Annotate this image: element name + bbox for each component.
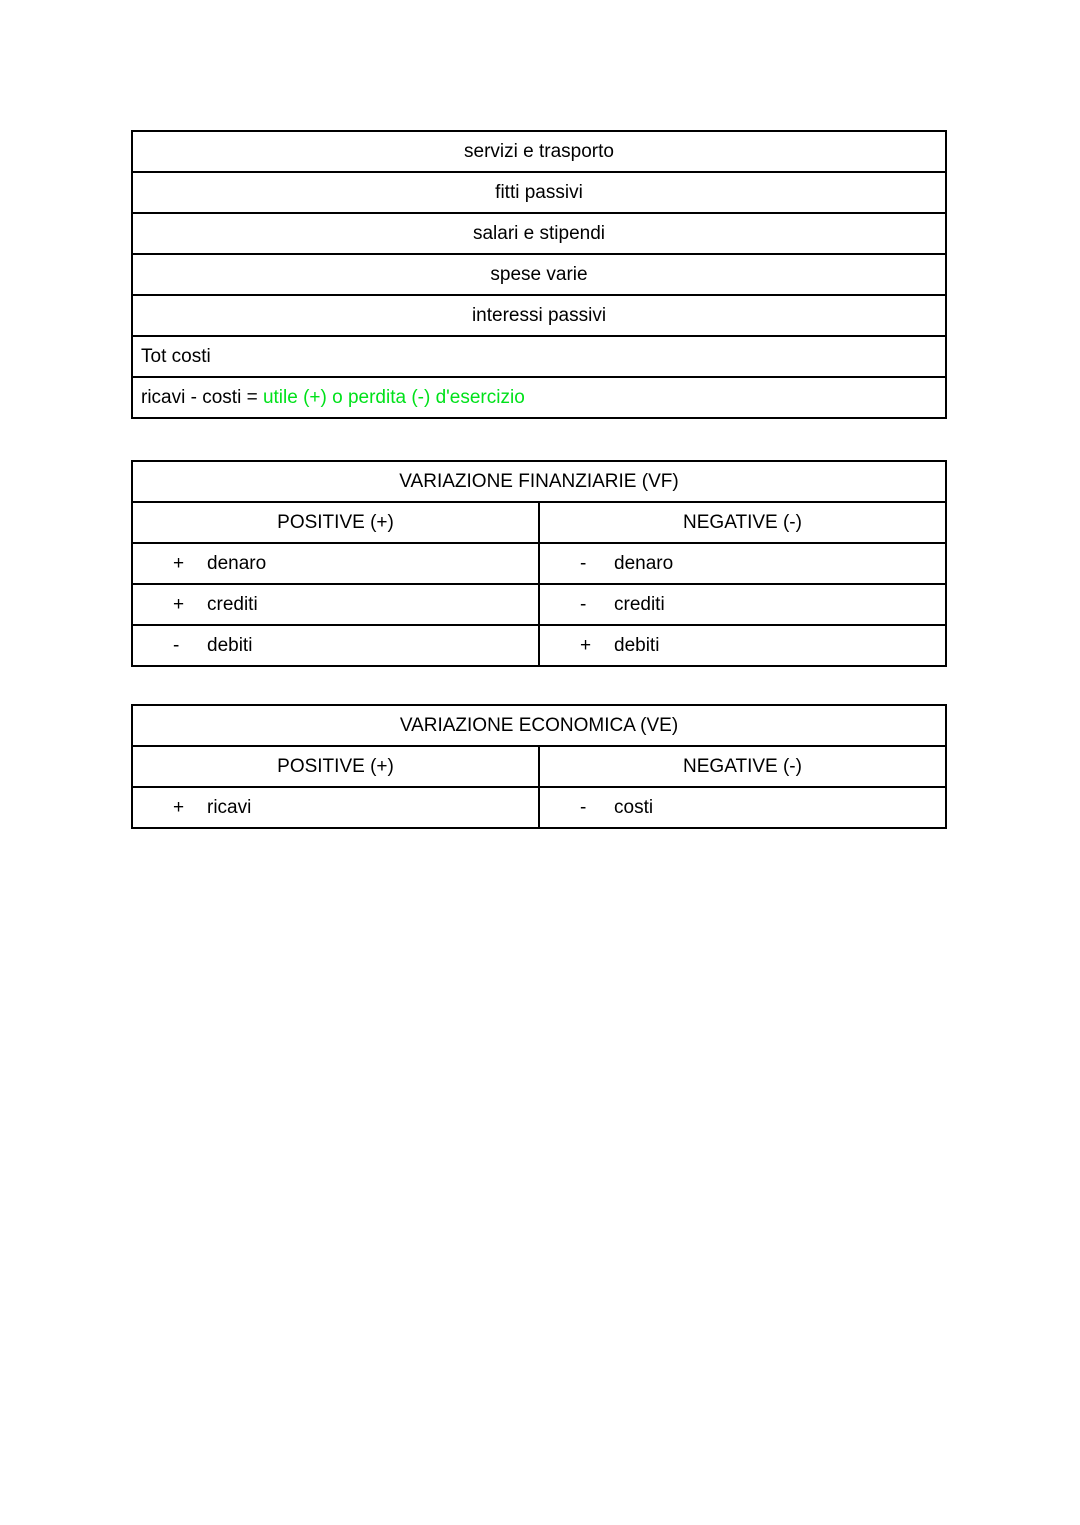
positive-header: POSITIVE (+) [132,502,539,543]
sign: + [173,593,185,615]
negative-item [539,625,946,666]
item-label: ricavi [207,796,252,818]
positive-item [132,584,539,625]
sign: + [580,634,592,656]
economic-variations-table [131,704,947,829]
table-row [132,746,946,787]
cost-item: spese varie [132,254,946,295]
item-label: debiti [207,634,253,656]
sign: + [173,796,185,818]
negative-header: NEGATIVE (-) [539,502,946,543]
positive-header: POSITIVE (+) [132,746,539,787]
table-row [132,295,946,336]
item-label: denaro [614,552,674,574]
item-label: crediti [207,593,258,615]
table-row [132,172,946,213]
table-row [132,131,946,172]
table-title: VARIAZIONE ECONOMICA (VE) [132,705,946,746]
sign: - [580,552,587,574]
table-row [132,625,946,666]
financial-variations-table [131,460,947,667]
negative-item [539,543,946,584]
formula-result: utile (+) o perdita (-) d'esercizio [262,386,525,408]
sign: + [173,552,185,574]
table-row [132,461,946,502]
total-costs-label: Tot costi [132,336,946,377]
table-title: VARIAZIONE FINANZIARIE (VF) [132,461,946,502]
cost-item: salari e stipendi [132,213,946,254]
table-row [132,543,946,584]
sign: - [580,593,587,615]
negative-header: NEGATIVE (-) [539,746,946,787]
item-label: denaro [207,552,267,574]
table-row [132,502,946,543]
item-label: costi [614,796,654,818]
table-row [132,336,946,377]
table-row [132,213,946,254]
positive-item [132,787,539,828]
cost-item: fitti passivi [132,172,946,213]
positive-item [132,625,539,666]
table-row [132,377,946,418]
sign: - [580,796,587,818]
result-formula [132,377,946,418]
table-row [132,254,946,295]
formula-prefix: ricavi - costi = [141,386,263,408]
costs-table [131,130,947,419]
negative-item [539,584,946,625]
table-row [132,787,946,828]
table-row [132,584,946,625]
cost-item: servizi e trasporto [132,131,946,172]
negative-item [539,787,946,828]
item-label: crediti [614,593,665,615]
sign: - [173,634,180,656]
item-label: debiti [614,634,660,656]
table-row [132,705,946,746]
cost-item: interessi passivi [132,295,946,336]
positive-item [132,543,539,584]
